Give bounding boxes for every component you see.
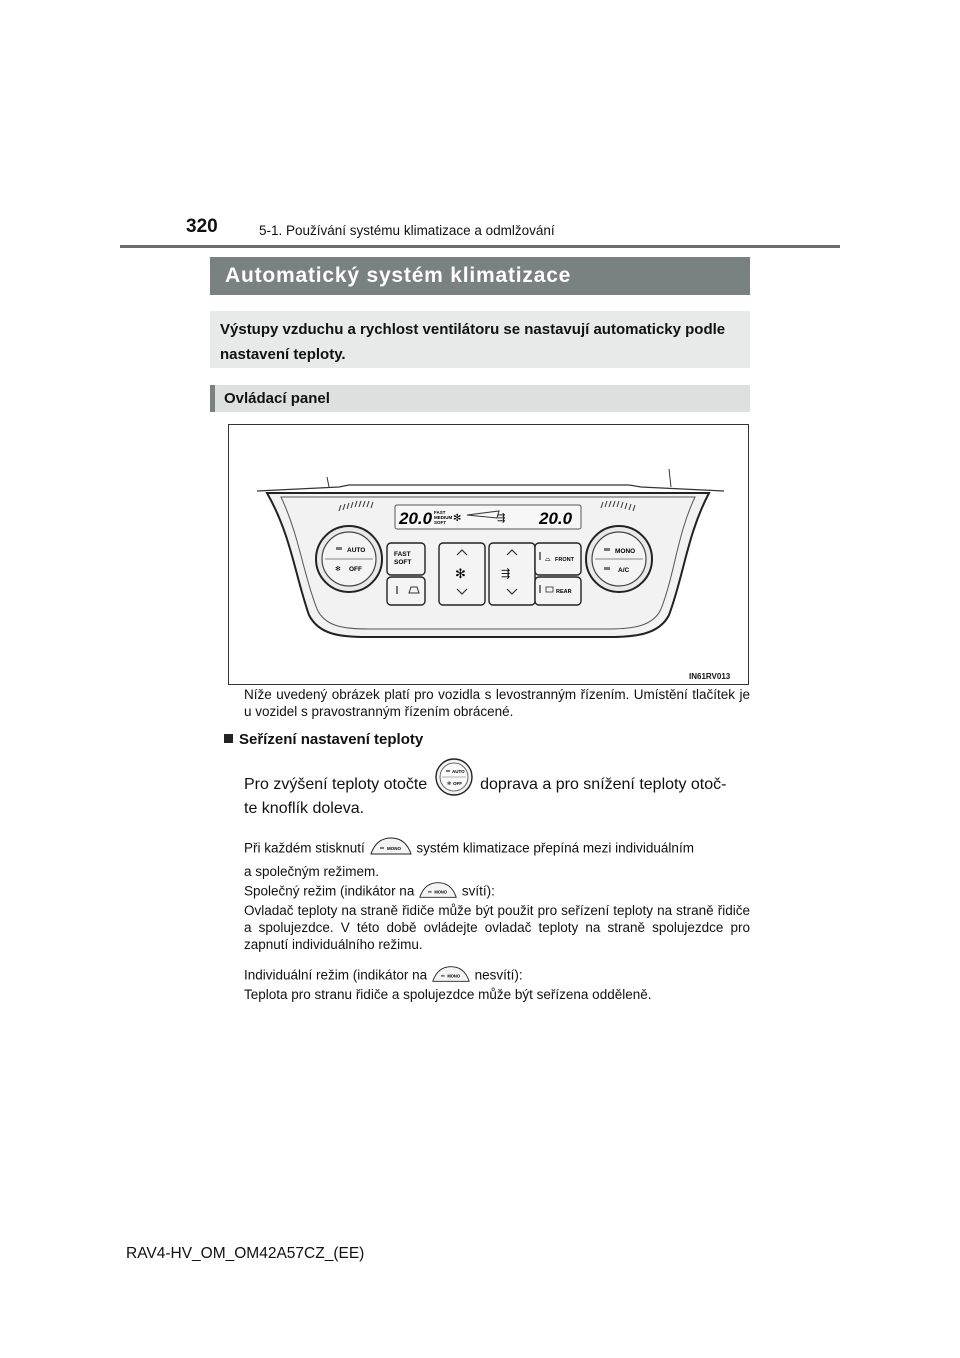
mono-indicator-icon [604,548,610,551]
section-heading [210,385,750,412]
display-airflow-icon: ⇶ [497,513,506,524]
common-mode-after: svítí): [461,883,495,899]
knob-auto-label: AUTO [451,769,465,774]
right-temp-knob[interactable] [586,526,652,592]
mono-text-line2: a společným režimem. [244,864,380,879]
display-fast: FAST [434,510,446,515]
bullet-square-icon [224,734,233,743]
mono-label: MONO [615,548,636,555]
mono-button-icon [369,836,413,862]
control-panel-figure [228,424,749,685]
temp-text-after: doprava a pro snížení teploty otoč- [480,776,727,794]
display-temp-left: 20.0 [399,509,433,528]
knob-off-label: OFF [452,781,462,786]
control-panel-illustration [229,425,748,684]
display-medium: MEDIUM [434,515,453,520]
page-title: Automatický systém klimatizace [225,264,572,287]
recirculation-button[interactable] [387,577,425,605]
mono-indicator-off-icon [431,964,471,988]
front-indicator-icon [539,552,541,560]
chapter-title: 5-1. Používání systému klimatizace a odmlžování [259,223,555,238]
common-mode-description: Ovladač teploty na straně řidiče může být použit pro seřízení teploty na straně řidiče a spolujezdce. V této době ovládejte ovladač teploty na straně spolujezdce pro zapnutí individuálního režimu. [244,903,750,952]
temp-text-before: Pro zvýšení teploty otočte [244,776,428,794]
off-label: OFF [349,566,362,573]
left-temp-knob[interactable] [316,526,382,592]
auto-label: AUTO [347,547,366,554]
subheading [224,731,423,748]
subheading-text: Seřízení nastavení teploty [239,731,424,748]
intro-text: Výstupy vzduchu a rychlost ventilátoru se nastavují automaticky podle nastavení teploty. [220,321,726,363]
mono-text-before: Při každém stisknutí [244,840,365,856]
rear-indicator-icon [539,585,541,593]
mono-indicator-on-label: MONO [434,889,448,895]
header-rule [120,245,840,248]
individual-mode-after: nesvítí): [474,967,523,983]
mono-indicator-on-icon [418,880,458,904]
mono-icon-label: MONO [386,846,401,851]
display-fan-icon: ✻ [453,513,462,524]
fast-label: FAST [394,551,411,558]
intro-box [210,311,750,368]
recirc-indicator-icon [396,586,398,594]
individual-mode-description: Teplota pro stranu řidiče a spolujezdce může být seřízena odděleně. [244,987,652,1002]
soft-label: SOFT [394,559,412,566]
display-soft: SOFT [434,520,446,525]
airflow-mode-button[interactable] [489,543,535,605]
rear-label: REAR [556,589,572,595]
individual-mode-paragraph [244,964,750,1003]
page-number: 320 [186,216,218,237]
common-mode-paragraph [244,880,750,953]
mono-text-after: systém klimatizace přepíná mezi individuálním [416,840,694,856]
individual-mode-before: Individuální režim (indikátor na [244,967,428,983]
mono-indicator-off-label: MONO [447,973,460,979]
fan-icon: ✻ [335,566,341,573]
knob-fan-icon: ✻ [446,781,451,787]
temp-instruction-line2: te knoflík doleva. [244,800,365,817]
figure-caption: Níže uvedený obrázek platí pro vozidla s levostranným řízením. Umístění tlačítek je u vozidel s pravostranným řízením obrácené. [244,687,750,719]
ac-label: A/C [618,567,630,574]
auto-indicator-icon [336,547,342,550]
section-title: Ovládací panel [224,390,330,407]
front-defog-icon: ⌓ [545,556,551,563]
section-accent-bar [210,385,215,412]
airflow-icon: ⇶ [501,568,511,580]
mono-paragraph [244,836,750,882]
title-bar [210,257,750,295]
front-label: FRONT [555,557,574,563]
common-mode-before: Společný režim (indikátor na [244,883,415,899]
footer-code: RAV4-HV_OM_OM42A57CZ_(EE) [126,1245,365,1262]
fan-speed-icon: ✻ [455,566,466,581]
display-temp-right: 20.0 [539,509,573,528]
figure-code: IN61RV013 [689,672,731,681]
ac-indicator-icon [604,567,610,570]
